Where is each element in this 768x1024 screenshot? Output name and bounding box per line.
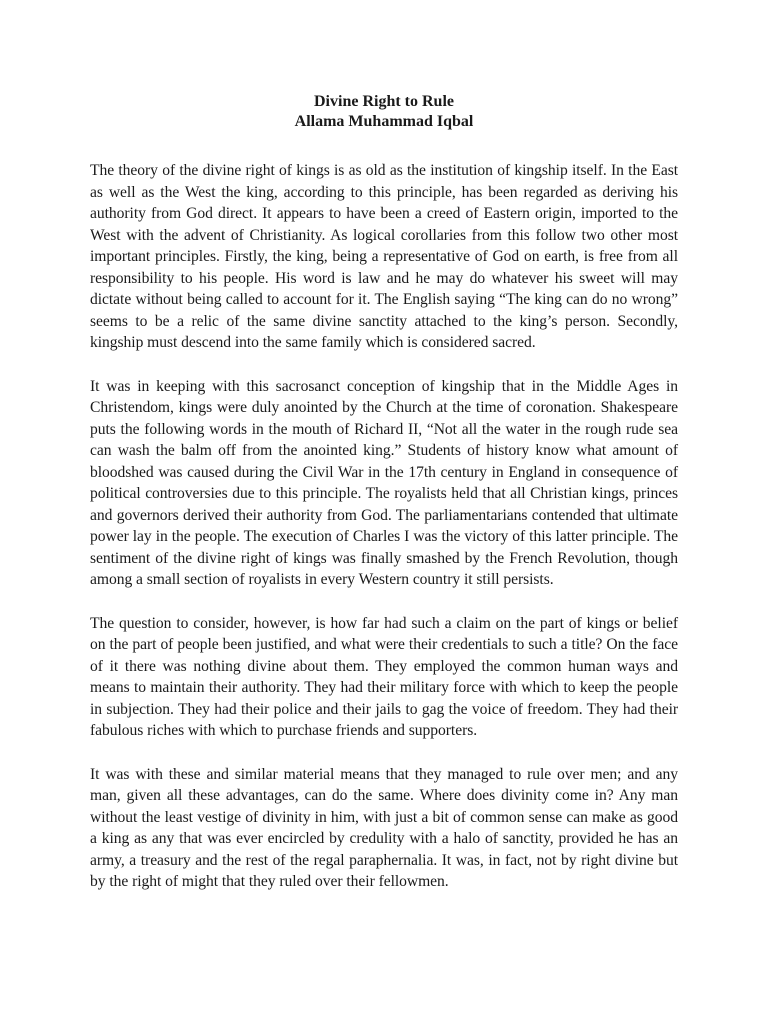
paragraph-1: The theory of the divine right of kings is as old as the institution of kingship itself. In the East as well as the West the king, according to this principle, has been regarded as deriving his authority from God direct. It appears to have been a creed of Eastern origin, imported to the West with the advent of Christianity. As logical corollaries from this follow two other most important principles. Firstly, the king, being a representative of God on earth, is free from all responsibility to his people. His word is law and he may do whatever his sweet will may dictate without being called to account for it. The English saying “The king can do no wrong” seems to be a relic of the same divine sanctity attached to the king’s person. Secondly, kingship must descend into the same family which is considered sacred.	[90, 162, 678, 351]
document-author: Allama Muhammad Iqbal	[294, 113, 474, 130]
document-page	[90, 92, 678, 915]
paragraph-4: It was with these and similar material means that they managed to rule over men; and any man, given all these advantages, can do the same. Where does divinity come in? Any man without the least vestige of divinity in him, with just a bit of common sense can make as good a king as any that was ever encircled by credulity with a halo of sanctity, provided he has an army, a treasury and the rest of the regal paraphernalia. It was, in fact, not by right divine but by the right of might that they ruled over their fellowmen.	[90, 765, 678, 890]
paragraph-2: It was in keeping with this sacrosanct conception of kingship that in the Middle Ages in Christendom, kings were duly anointed by the Church at the time of coronation. Shakespeare puts the following words in the mouth of Richard II, “Not all the water in the rough rude sea can wash the balm off from the anointed king.” Students of history know what amount of bloodshed was caused during the Civil War in the 17th century in England in consequence of political controversies due to this principle. The royalists held that all Christian kings, princes and governors derived their authority from God. The parliamentarians contended that ultimate power lay in the people. The execution of Charles I was the victory of this latter principle. The sentiment of the divine right of kings was finally smashed by the French Revolution, though among a small section of royalists in every Western country it still persists.	[90, 377, 678, 588]
paragraph-3: The question to consider, however, is how far had such a claim on the part of kings or belief on the part of people been justified, and what were their credentials to such a title? On the face of it there was nothing divine about them. They employed the common human ways and means to maintain their authority. They had their military force with which to keep the people in subjection. They had their police and their jails to gag the voice of freedom. They had their fabulous riches with which to purchase friends and supporters.	[90, 614, 678, 739]
title-block	[90, 92, 678, 132]
document-title: Divine Right to Rule	[314, 93, 454, 110]
